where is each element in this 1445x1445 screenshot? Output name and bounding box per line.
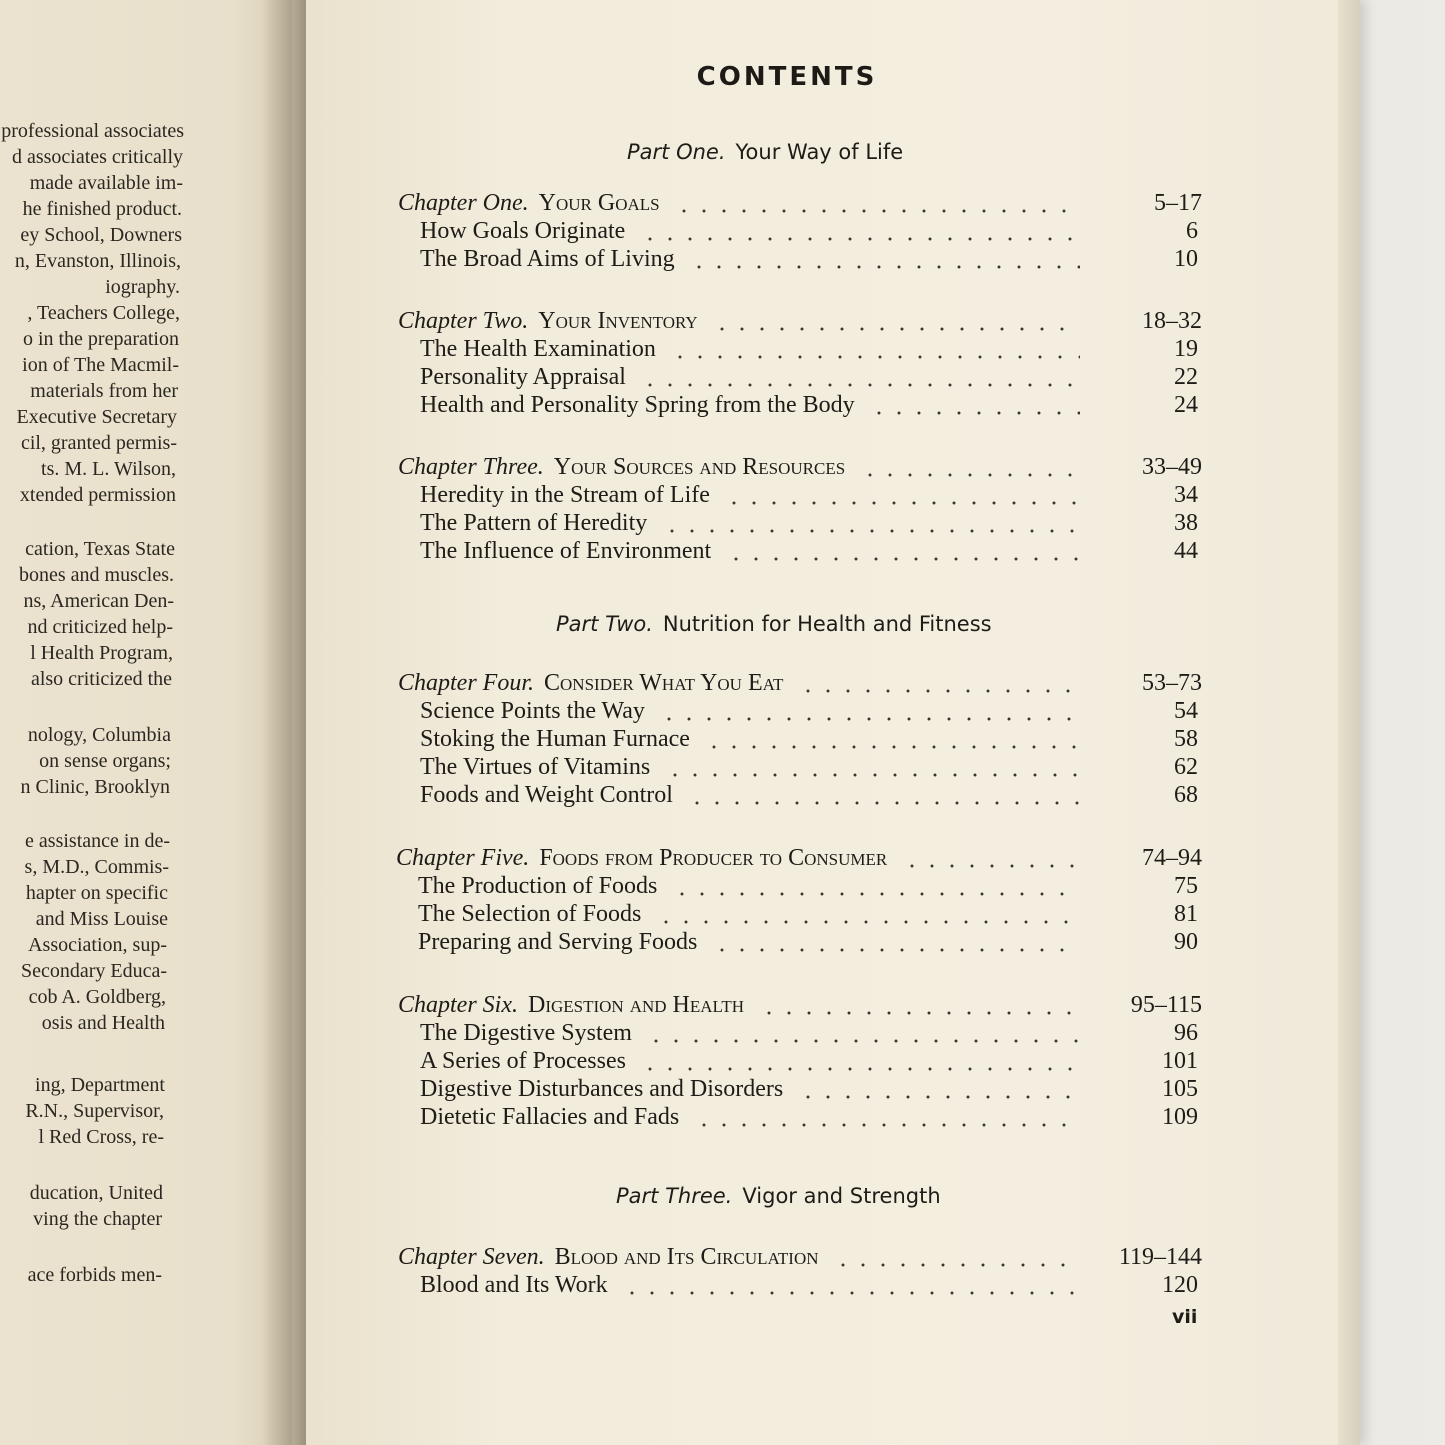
chapter-label: Chapter Five. [396,845,530,871]
acknowledgment-line: materials from her [30,380,178,402]
dot-leader [689,265,1080,269]
chapter-label: Chapter Six. [398,992,518,1018]
chapter-title: Consider What You Eat [544,670,784,696]
chapter-pages: 5–17 [1154,190,1202,216]
acknowledgment-line: made available im- [29,172,183,194]
section-title: The Broad Aims of Living [420,246,675,272]
dot-leader [665,773,1080,777]
section-title: A Series of Processes [420,1048,626,1074]
acknowledgment-line: cil, granted permis- [20,432,177,454]
section-title: The Influence of Environment [420,538,712,564]
chapter-heading [398,670,783,697]
acknowledgment-line: n, Evanston, Illinois, [14,250,181,272]
section-page: 58 [1174,726,1198,752]
section-title: Blood and Its Work [420,1272,608,1298]
acknowledgment-line: Secondary Educa- [20,960,167,982]
section-page: 22 [1174,364,1198,390]
part-title: Vigor and Strength [742,1184,941,1208]
acknowledgment-line: hapter on specific [25,882,168,904]
section-page: 34 [1174,482,1198,508]
part-title: Nutrition for Health and Fitness [662,612,992,636]
chapter-title: Foods from Producer to Consumer [539,845,888,871]
acknowledgment-line: n Clinic, Brooklyn [20,776,170,798]
section-title: How Goals Originate [420,218,626,244]
dot-leader [726,557,1080,561]
dot-leader [724,501,1080,505]
acknowledgment-line: Association, sup- [28,934,167,956]
page-edge [1338,0,1360,1445]
acknowledgment-line: ace forbids men- [27,1264,162,1286]
dot-leader [640,1067,1080,1071]
chapter-title: Your Sources and Resources [553,454,846,480]
chapter-pages: 33–49 [1142,454,1202,480]
chapter-pages: 74–94 [1142,845,1202,871]
section-page: 96 [1174,1020,1198,1046]
section-page: 68 [1174,782,1198,808]
chapter-pages: 53–73 [1142,670,1202,696]
dot-leader [662,529,1080,533]
dot-leader [759,1011,1080,1015]
chapter-label: Chapter Two. [398,308,529,334]
part-heading [627,140,903,164]
section-title: The Selection of Foods [418,901,642,927]
dot-leader [656,920,1080,924]
chapter-heading [396,845,887,872]
dot-leader [712,327,1080,331]
dot-leader [687,801,1080,805]
part-title: Your Way of Life [735,140,904,164]
section-page: 120 [1162,1272,1198,1298]
dot-leader [704,745,1080,749]
section-title: Preparing and Serving Foods [418,929,698,955]
dot-leader [798,689,1080,693]
section-page: 54 [1174,698,1198,724]
acknowledgment-line: R.N., Supervisor, [25,1100,164,1122]
acknowledgment-line: l Red Cross, re- [38,1126,164,1148]
acknowledgment-line: and Miss Louise [35,908,168,930]
section-title: Dietetic Fallacies and Fads [420,1104,680,1130]
section-title: Health and Personality Spring from the Body [420,392,855,418]
section-page: 62 [1174,754,1198,780]
chapter-label: Chapter Three. [398,454,544,480]
book-gutter [262,0,306,1445]
dot-leader [860,473,1080,477]
acknowledgment-line: bones and muscles. [19,564,174,586]
acknowledgment-line: on sense organs; [39,750,171,772]
dot-leader [672,892,1080,896]
acknowledgment-line: d associates critically [11,146,183,168]
acknowledgment-line: ing, Department [35,1074,165,1096]
chapter-heading [398,1244,819,1271]
acknowledgment-line: e assistance in de- [25,830,170,852]
part-heading [616,1184,941,1208]
dot-leader [674,209,1080,213]
chapter-heading [398,308,698,335]
section-page: 44 [1174,538,1198,564]
section-page: 19 [1174,336,1198,362]
chapter-pages: 119–144 [1118,1244,1202,1270]
section-title: The Virtues of Vitamins [420,754,651,780]
acknowledgment-line: professional associates [1,120,184,142]
acknowledgment-line: ving the chapter [33,1208,162,1230]
page-folio: vii [1172,1306,1198,1328]
dot-leader [622,1291,1080,1295]
section-title: Science Points the Way [420,698,645,724]
acknowledgment-line: ts. M. L. Wilson, [41,458,176,480]
part-heading [556,612,992,636]
section-page: 38 [1174,510,1198,536]
section-page: 105 [1162,1076,1198,1102]
part-label: Part Three. [616,1184,733,1208]
dot-leader [833,1263,1080,1267]
acknowledgment-line: ducation, United [29,1182,163,1204]
chapter-title: Your Inventory [538,308,698,334]
acknowledgment-line: cation, Texas State [25,538,175,560]
dot-leader [798,1095,1080,1099]
acknowledgment-line: ey School, Downers [20,224,182,246]
chapter-pages: 95–115 [1130,992,1202,1018]
dot-leader [659,717,1080,721]
dot-leader [902,864,1080,868]
acknowledgment-line: l Health Program, [30,642,173,664]
section-title: Heredity in the Stream of Life [420,482,710,508]
acknowledgment-line: nd criticized help- [27,616,173,638]
dot-leader [694,1123,1080,1127]
acknowledgment-line: s, M.D., Commis- [24,856,169,878]
chapter-label: Chapter One. [398,190,529,216]
section-page: 90 [1174,929,1198,955]
acknowledgment-line: xtended permission [19,484,176,506]
section-title: The Digestive System [420,1020,632,1046]
acknowledgment-line: iography. [105,276,180,298]
section-title: Personality Appraisal [420,364,626,390]
acknowledgment-line: ns, American Den- [23,590,174,612]
acknowledgment-line: , Teachers College, [27,302,180,324]
section-title: Foods and Weight Control [420,782,673,808]
acknowledgments-page [0,0,292,1445]
acknowledgment-line: Executive Secretary [16,406,177,428]
chapter-label: Chapter Seven. [398,1244,545,1270]
acknowledgment-line: osis and Health [41,1012,165,1034]
dot-leader [640,383,1080,387]
chapter-title: Your Goals [538,190,660,216]
acknowledgment-line: also criticized the [30,668,172,690]
section-page: 6 [1186,218,1198,244]
dot-leader [640,237,1080,241]
dot-leader [670,355,1080,359]
contents-title: CONTENTS [696,62,878,92]
chapter-heading [398,190,660,217]
chapter-label: Chapter Four. [398,670,535,696]
section-page: 24 [1174,392,1198,418]
part-label: Part One. [627,140,726,164]
section-page: 81 [1174,901,1198,927]
chapter-heading [398,454,845,481]
section-page: 75 [1174,873,1198,899]
section-title: The Production of Foods [418,873,658,899]
section-title: Digestive Disturbances and Disorders [420,1076,784,1102]
dot-leader [712,948,1080,952]
section-title: The Health Examination [420,336,656,362]
acknowledgment-line: nology, Columbia [27,724,171,746]
section-page: 109 [1162,1104,1198,1130]
chapter-heading [398,992,744,1019]
acknowledgment-line: cob A. Goldberg, [28,986,166,1008]
section-title: Stoking the Human Furnace [420,726,690,752]
acknowledgment-line: he finished product. [22,198,182,220]
section-page: 101 [1162,1048,1198,1074]
chapter-pages: 18–32 [1142,308,1202,334]
dot-leader [646,1039,1080,1043]
part-label: Part Two. [556,612,653,636]
acknowledgment-line: o in the preparation [22,328,179,350]
dot-leader [869,411,1080,415]
chapter-title: Digestion and Health [528,992,745,1018]
section-page: 10 [1174,246,1198,272]
acknowledgment-line: ion of The Macmil- [22,354,179,376]
section-title: The Pattern of Heredity [420,510,648,536]
chapter-title: Blood and Its Circulation [554,1244,819,1270]
